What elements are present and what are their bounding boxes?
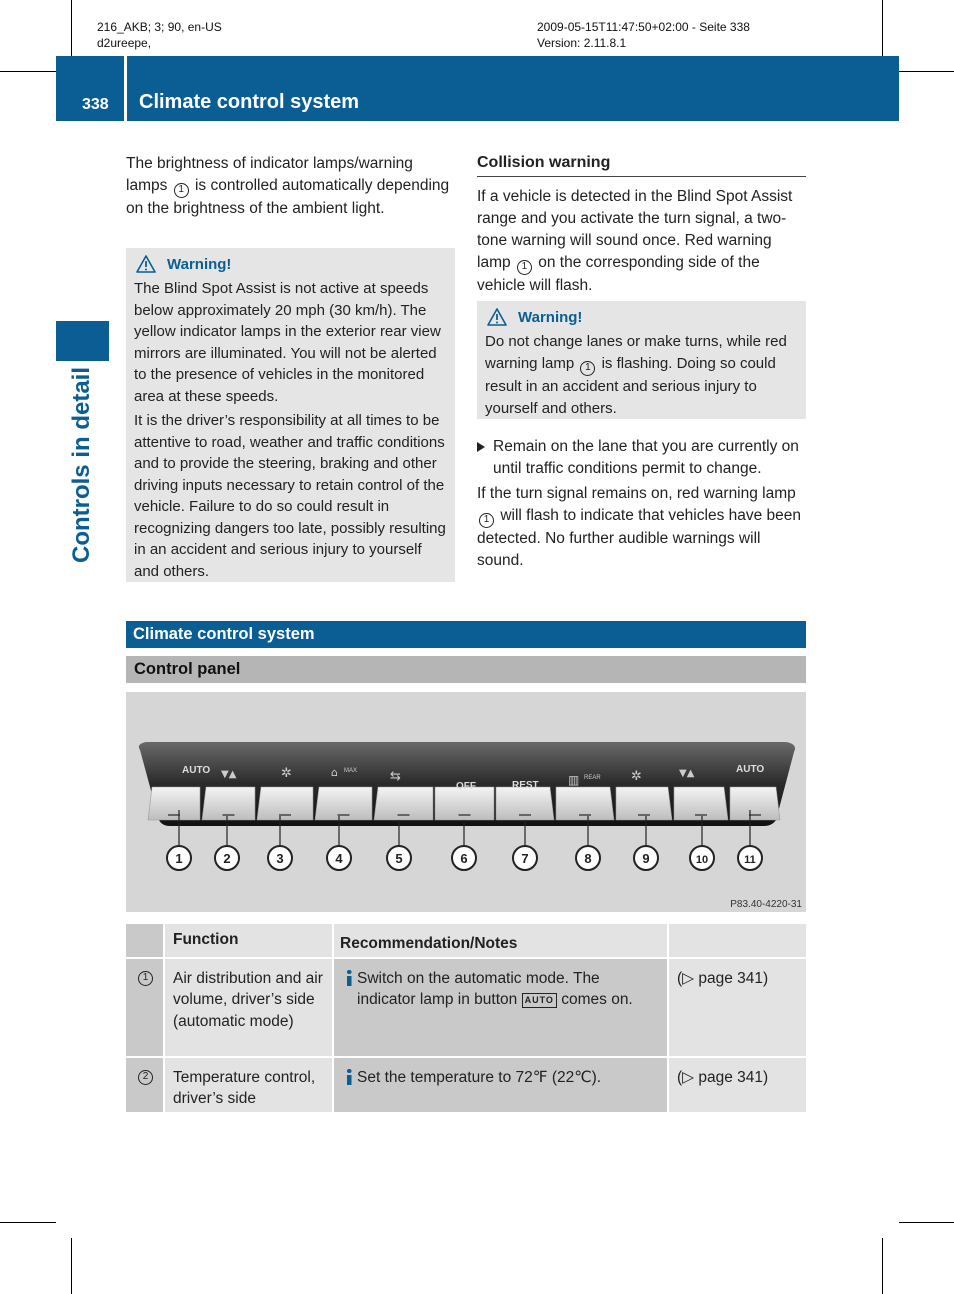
side-tab-label: Controls in detail [68, 366, 95, 564]
header-function: Function [164, 924, 333, 958]
header-notes: Recommendation/Notes [333, 924, 668, 958]
header-cell-empty [126, 924, 164, 958]
print-meta-right [537, 19, 750, 51]
note-text: Set the temperature to 72℉ (22℃). [357, 1068, 602, 1086]
key-indicator-lamp [338, 814, 350, 816]
rest-label: REST [512, 780, 539, 791]
defrost-max-icon: ⌂ [331, 766, 338, 779]
crop-mark [899, 71, 954, 72]
row-function: Temperature control, driver’s side [164, 1057, 333, 1113]
page-title: Climate control system [139, 91, 360, 113]
figure-code: P83.40-4220-31 [730, 899, 802, 910]
key-indicator-lamp [223, 814, 235, 816]
row-number-cell [126, 958, 164, 1057]
key-indicator-lamp [168, 814, 180, 816]
table-row [126, 958, 806, 1057]
callout-number: 9 [642, 851, 650, 866]
text: will flash to indicate that vehicles have been detected. No further audible warnings will sound. [477, 507, 802, 569]
warning-triangle-icon [136, 255, 156, 273]
row-number-cell [126, 1057, 164, 1113]
crop-mark [71, 1238, 72, 1294]
section-heading: Climate control system [126, 621, 806, 648]
recirculation-icon: ⇆ [390, 769, 401, 784]
crop-mark [71, 0, 72, 56]
key-indicator-lamp [519, 814, 531, 816]
row-page-ref: (▷ page 341) [668, 958, 806, 1057]
warning-paragraph: It is the driver’s responsibility at all times to be attentive to road, weather and traffic conditions and to provide the steering, braking and other driving inputs necessary to retain control of the vehicle. Failure to do so could result in recognizing dangers too late, possibly resulting in an accident and serious injury to yourself and others. [134, 412, 446, 580]
meta-line: Version: 2.11.8.1 [537, 36, 627, 50]
callout-number: 5 [395, 851, 403, 866]
max-label: MAX [344, 768, 358, 774]
row-notes [333, 1057, 668, 1113]
fan-icon: ✲ [281, 766, 292, 781]
meta-line: 2009-05-15T11:47:50+02:00 - Seite 338 [537, 20, 750, 34]
callout-number: 10 [695, 854, 709, 866]
side-tab-marker [56, 321, 109, 361]
text: on the corresponding side of the vehicle will flash. [477, 254, 760, 294]
page-number: 338 [82, 96, 109, 113]
text: If a vehicle is detected in the Blind Spot Assist range and you activate the turn signal, a two-tone warning will sound once. Red warning lamp [477, 188, 793, 271]
header-divider [124, 56, 127, 121]
row-page-ref: (▷ page 341) [668, 1057, 806, 1113]
meta-line: 216_AKB; 3; 90, en-US [97, 20, 222, 34]
info-icon [341, 969, 357, 987]
rear-defrost-icon: ▥ [568, 773, 580, 787]
fan-icon: ✲ [631, 769, 642, 784]
bullet-arrow-icon [477, 442, 485, 452]
bullet-text: Remain on the lane that you are currently on until traffic conditions permit to change. [493, 438, 799, 477]
info-icon [341, 1068, 357, 1086]
warning-box [126, 248, 455, 582]
crop-mark [0, 1222, 56, 1223]
warning-paragraph: The Blind Spot Assist is not active at speeds below approximately 20 mph (30 km/h). The yellow indicator lamps in the exterior rear view mirrors are illuminated. You will not be alerted to the presence of vehicles in the monitored area at these speeds. [134, 280, 441, 405]
temp-arrows-right: ▼▲ [679, 768, 695, 779]
callout-number: 6 [460, 851, 468, 866]
crop-mark [0, 71, 56, 72]
function-table [126, 924, 806, 1114]
warning-box [477, 301, 806, 419]
rear-label: REAR [584, 775, 601, 781]
warning-title: Warning! [167, 255, 232, 273]
warning-body [485, 331, 798, 420]
callout-number: 4 [335, 851, 343, 866]
crop-mark [882, 1238, 883, 1294]
text: The brightness of indicator lamps/warning lamps [126, 155, 413, 194]
callout-number: 2 [223, 851, 231, 866]
subsection-heading: Control panel [126, 656, 806, 683]
key-indicator-lamp [695, 814, 707, 816]
header-cell-empty [668, 924, 806, 958]
warning-title: Warning! [518, 308, 583, 326]
control-panel-figure [126, 692, 806, 912]
callout-marker: 1 [479, 513, 494, 528]
key-indicator-lamp [279, 814, 291, 816]
key-indicator-lamp [579, 814, 591, 816]
text: If the turn signal remains on, red warning lamp [477, 485, 796, 502]
intro-paragraph [126, 153, 456, 220]
key-indicator-lamp [749, 814, 761, 816]
collision-warning-heading: Collision warning [477, 154, 806, 177]
warning-triangle-icon [487, 308, 507, 326]
turn-signal-paragraph [477, 483, 809, 572]
meta-line: d2ureepe, [97, 36, 152, 50]
warning-heading [134, 252, 447, 276]
callout-number: 7 [521, 851, 529, 866]
callout-number: 1 [175, 851, 183, 866]
auto-label-left: AUTO [182, 765, 211, 776]
callout-number: 11 [744, 854, 756, 866]
warning-body [134, 278, 447, 582]
callout-marker: 1 [174, 183, 189, 198]
off-label: OFF [456, 781, 476, 792]
row-function: Air distribution and air volume, driver’s side (automatic mode) [164, 958, 333, 1057]
key-indicator-lamp [638, 814, 650, 816]
note-text: Switch on the automatic mode. The indicator lamp in button [357, 969, 600, 1008]
auto-button-symbol: AUTO [522, 993, 557, 1008]
table-header-row [126, 924, 806, 958]
auto-label-right: AUTO [736, 764, 765, 775]
text: is flashing. Doing so could result in an accident and serious injury to yourself and others. [485, 355, 776, 417]
row-number: 2 [138, 1070, 153, 1085]
row-number: 1 [138, 971, 153, 986]
callout-marker: 1 [580, 361, 595, 376]
text: is controlled automatically depending on the brightness of the ambient light. [126, 177, 450, 217]
crop-mark [899, 1222, 954, 1223]
callout-number: 3 [276, 851, 284, 866]
control-panel-illustration [126, 692, 806, 912]
row-notes [333, 958, 668, 1057]
callout-number: 8 [584, 851, 592, 866]
key-indicator-lamp [459, 814, 471, 816]
key-indicator-lamp [398, 814, 410, 816]
instruction-bullet [477, 436, 809, 480]
callout-marker: 1 [517, 260, 532, 275]
print-meta-left [97, 19, 222, 51]
collision-paragraph [477, 186, 809, 297]
temp-arrows-left: ▼▲ [221, 769, 237, 780]
crop-mark [882, 0, 883, 56]
warning-heading [485, 305, 798, 329]
table-row [126, 1057, 806, 1113]
note-text: comes on. [561, 991, 633, 1008]
text: Do not change lanes or make turns, while red warning lamp [485, 333, 787, 372]
